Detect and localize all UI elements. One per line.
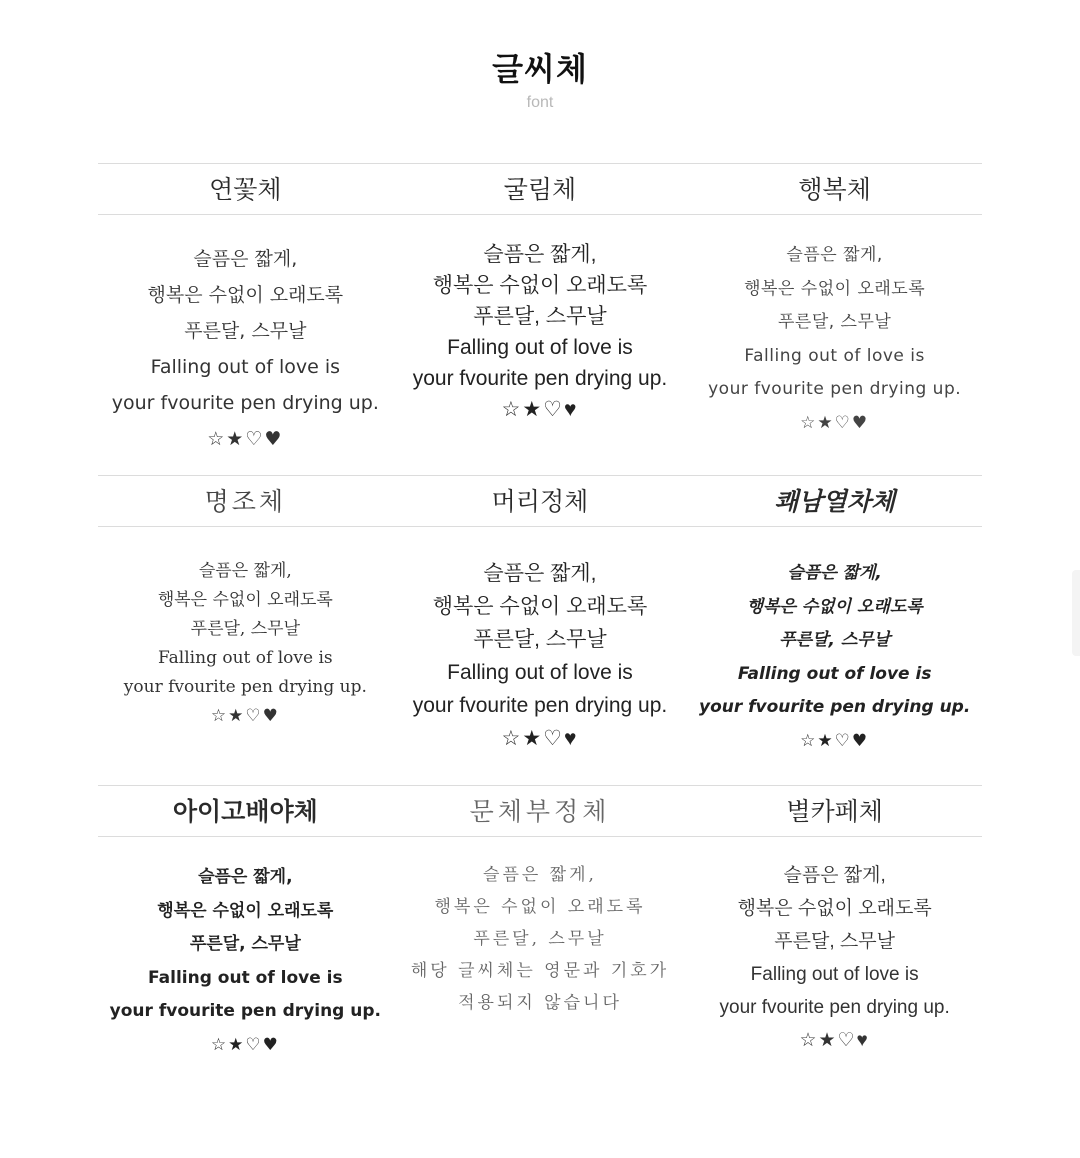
font-row bbox=[98, 785, 982, 1077]
sample-line: 푸른달, 스무날 bbox=[190, 619, 300, 639]
sample-line: your fvourite pen drying up. bbox=[698, 697, 971, 717]
page-subtitle: font bbox=[526, 94, 554, 111]
sample-line: 행복은 수없이 오래도록 bbox=[147, 284, 344, 306]
sample-line: your fvourite pen drying up. bbox=[719, 997, 950, 1018]
sample-line: 슬픔은 짧게, bbox=[483, 865, 597, 885]
font-samples bbox=[98, 527, 982, 785]
symbol-sample: ☆★♡♥ bbox=[501, 727, 579, 750]
font-row bbox=[98, 475, 982, 785]
page-title: 글씨체 bbox=[492, 50, 588, 88]
symbol-sample: ☆★♡♥ bbox=[799, 1030, 870, 1051]
sample-line: 행복은 수없이 오래도록 bbox=[746, 596, 923, 617]
sample-line: Falling out of love is bbox=[750, 964, 919, 985]
sample-line: 푸른달, 스무날 bbox=[473, 305, 607, 328]
sample-line: 푸른달, 스무날 bbox=[779, 630, 891, 650]
font-name: 굴림체 bbox=[503, 175, 577, 204]
sample-line: Falling out of love is bbox=[447, 661, 633, 684]
font-sample bbox=[98, 215, 393, 475]
sample-line: 행복은 수없이 오래도록 bbox=[744, 278, 926, 299]
symbol-sample: ☆★♡♥ bbox=[800, 412, 870, 433]
sample-line: 행복은 수없이 오래도록 bbox=[432, 274, 648, 297]
sample-line: 푸른달, 스무날 bbox=[774, 931, 895, 952]
font-row bbox=[98, 163, 982, 475]
font-sample bbox=[687, 527, 982, 785]
sample-line: 슬픔은 짧게, bbox=[483, 562, 597, 585]
sample-line: 적용되지 않습니다 bbox=[458, 993, 622, 1013]
font-sample bbox=[98, 837, 393, 1077]
sample-line: 행복은 수없이 오래도록 bbox=[737, 898, 932, 919]
sample-line: 행복은 수없이 오래도록 bbox=[432, 595, 648, 618]
font-name: 명조체 bbox=[204, 487, 287, 516]
font-name: 쾌남열차체 bbox=[774, 487, 896, 516]
font-name: 행복체 bbox=[798, 175, 871, 204]
font-samples bbox=[98, 215, 982, 475]
sample-line: 푸른달, 스무날 bbox=[184, 320, 307, 342]
font-name: 연꽃체 bbox=[209, 175, 282, 204]
sample-line: 슬픔은 짧게, bbox=[198, 867, 293, 887]
sample-line: Falling out of love is bbox=[737, 663, 932, 684]
sample-line: 슬픔은 짧게, bbox=[783, 865, 886, 886]
sample-line: your fvourite pen drying up. bbox=[708, 379, 962, 399]
font-samples bbox=[98, 837, 982, 1077]
scroll-indicator[interactable] bbox=[1072, 570, 1080, 656]
font-sample bbox=[393, 215, 688, 475]
sample-line: Falling out of love is bbox=[148, 967, 343, 988]
sample-line: your fvourite pen drying up. bbox=[109, 1001, 381, 1021]
font-name: 아이고배야체 bbox=[172, 797, 318, 826]
sample-line: 슬픔은 짧게, bbox=[198, 561, 292, 581]
sample-line: Falling out of love is bbox=[158, 648, 333, 668]
sample-line: Falling out of love is bbox=[447, 336, 633, 359]
font-sample bbox=[393, 837, 688, 1077]
sample-line: 해당 글씨체는 영문과 기호가 bbox=[410, 961, 670, 981]
sample-line: 행복은 수없이 오래도록 bbox=[157, 590, 333, 610]
sample-line: 슬픔은 짧게, bbox=[787, 563, 882, 583]
symbol-sample: ☆★♡♥ bbox=[210, 706, 280, 726]
sample-line: 슬픔은 짧게, bbox=[786, 245, 883, 265]
sample-line: your fvourite pen drying up. bbox=[412, 367, 668, 390]
sample-line: your fvourite pen drying up. bbox=[412, 694, 668, 717]
symbol-sample: ☆★♡♥ bbox=[207, 428, 284, 450]
sample-line: your fvourite pen drying up. bbox=[123, 677, 367, 697]
font-name: 별카페체 bbox=[786, 797, 883, 826]
font-sample-grid bbox=[98, 163, 982, 1077]
font-name: 문체부정체 bbox=[469, 797, 611, 826]
symbol-sample: ☆★♡♥ bbox=[210, 1034, 280, 1055]
font-names-header bbox=[98, 163, 982, 215]
sample-line: 푸른달, 스무날 bbox=[189, 934, 301, 954]
sample-line: your fvourite pen drying up. bbox=[111, 392, 379, 414]
font-name: 머리정체 bbox=[491, 488, 589, 516]
sample-line: Falling out of love is bbox=[150, 356, 341, 378]
sample-line: Falling out of love is bbox=[744, 345, 925, 366]
symbol-sample: ☆★♡♥ bbox=[800, 730, 870, 751]
sample-line: 푸른달, 스무날 bbox=[473, 929, 607, 949]
font-names-header bbox=[98, 785, 982, 837]
sample-line: 슬픔은 짧게, bbox=[193, 248, 298, 270]
font-sample bbox=[393, 527, 688, 785]
font-names-header bbox=[98, 475, 982, 527]
font-sample bbox=[687, 215, 982, 475]
sample-line: 푸른달, 스무날 bbox=[473, 628, 607, 651]
sample-line: 행복은 수없이 오래도록 bbox=[434, 897, 646, 917]
font-sample bbox=[687, 837, 982, 1077]
symbol-sample: ☆★♡♥ bbox=[501, 398, 579, 421]
sample-line: 슬픔은 짧게, bbox=[483, 243, 597, 266]
font-sample bbox=[98, 527, 393, 785]
sample-line: 행복은 수없이 오래도록 bbox=[157, 900, 334, 921]
sample-line: 푸른달, 스무날 bbox=[777, 312, 892, 332]
